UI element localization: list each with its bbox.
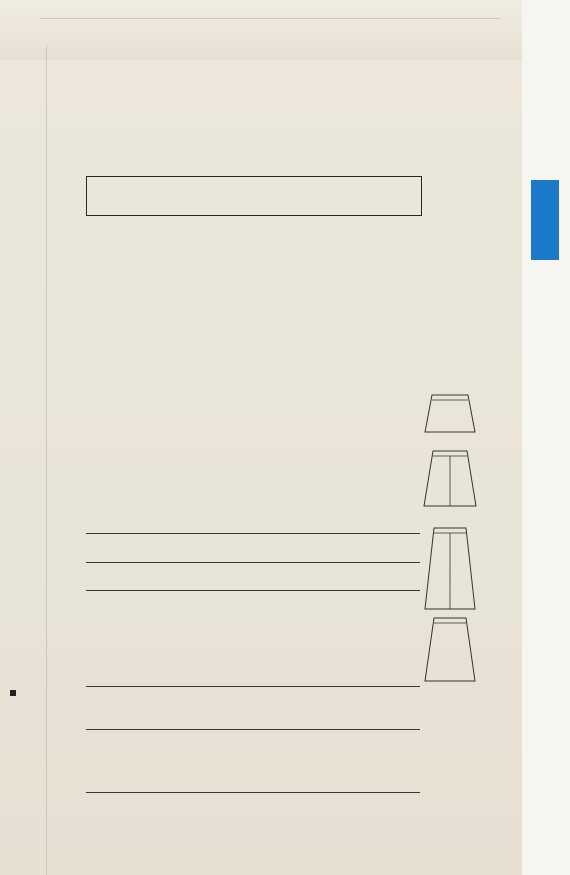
divider xyxy=(86,792,420,793)
divider xyxy=(86,686,420,687)
divider xyxy=(86,562,420,563)
divider xyxy=(86,533,420,534)
envelope-mark xyxy=(10,690,16,696)
skirt-c-illustration-front xyxy=(420,525,480,613)
divider xyxy=(86,729,420,730)
skirt-a-illustration xyxy=(420,392,480,437)
skirt-b-illustration xyxy=(420,448,480,510)
flap-edge xyxy=(40,18,500,19)
envelope-flap xyxy=(0,0,570,60)
divider xyxy=(86,590,420,591)
skirt-c-illustration-back xyxy=(420,615,480,685)
fold-crease xyxy=(46,45,47,875)
seam-allowance-ruler xyxy=(527,40,563,810)
body-measurements-box xyxy=(86,176,422,216)
